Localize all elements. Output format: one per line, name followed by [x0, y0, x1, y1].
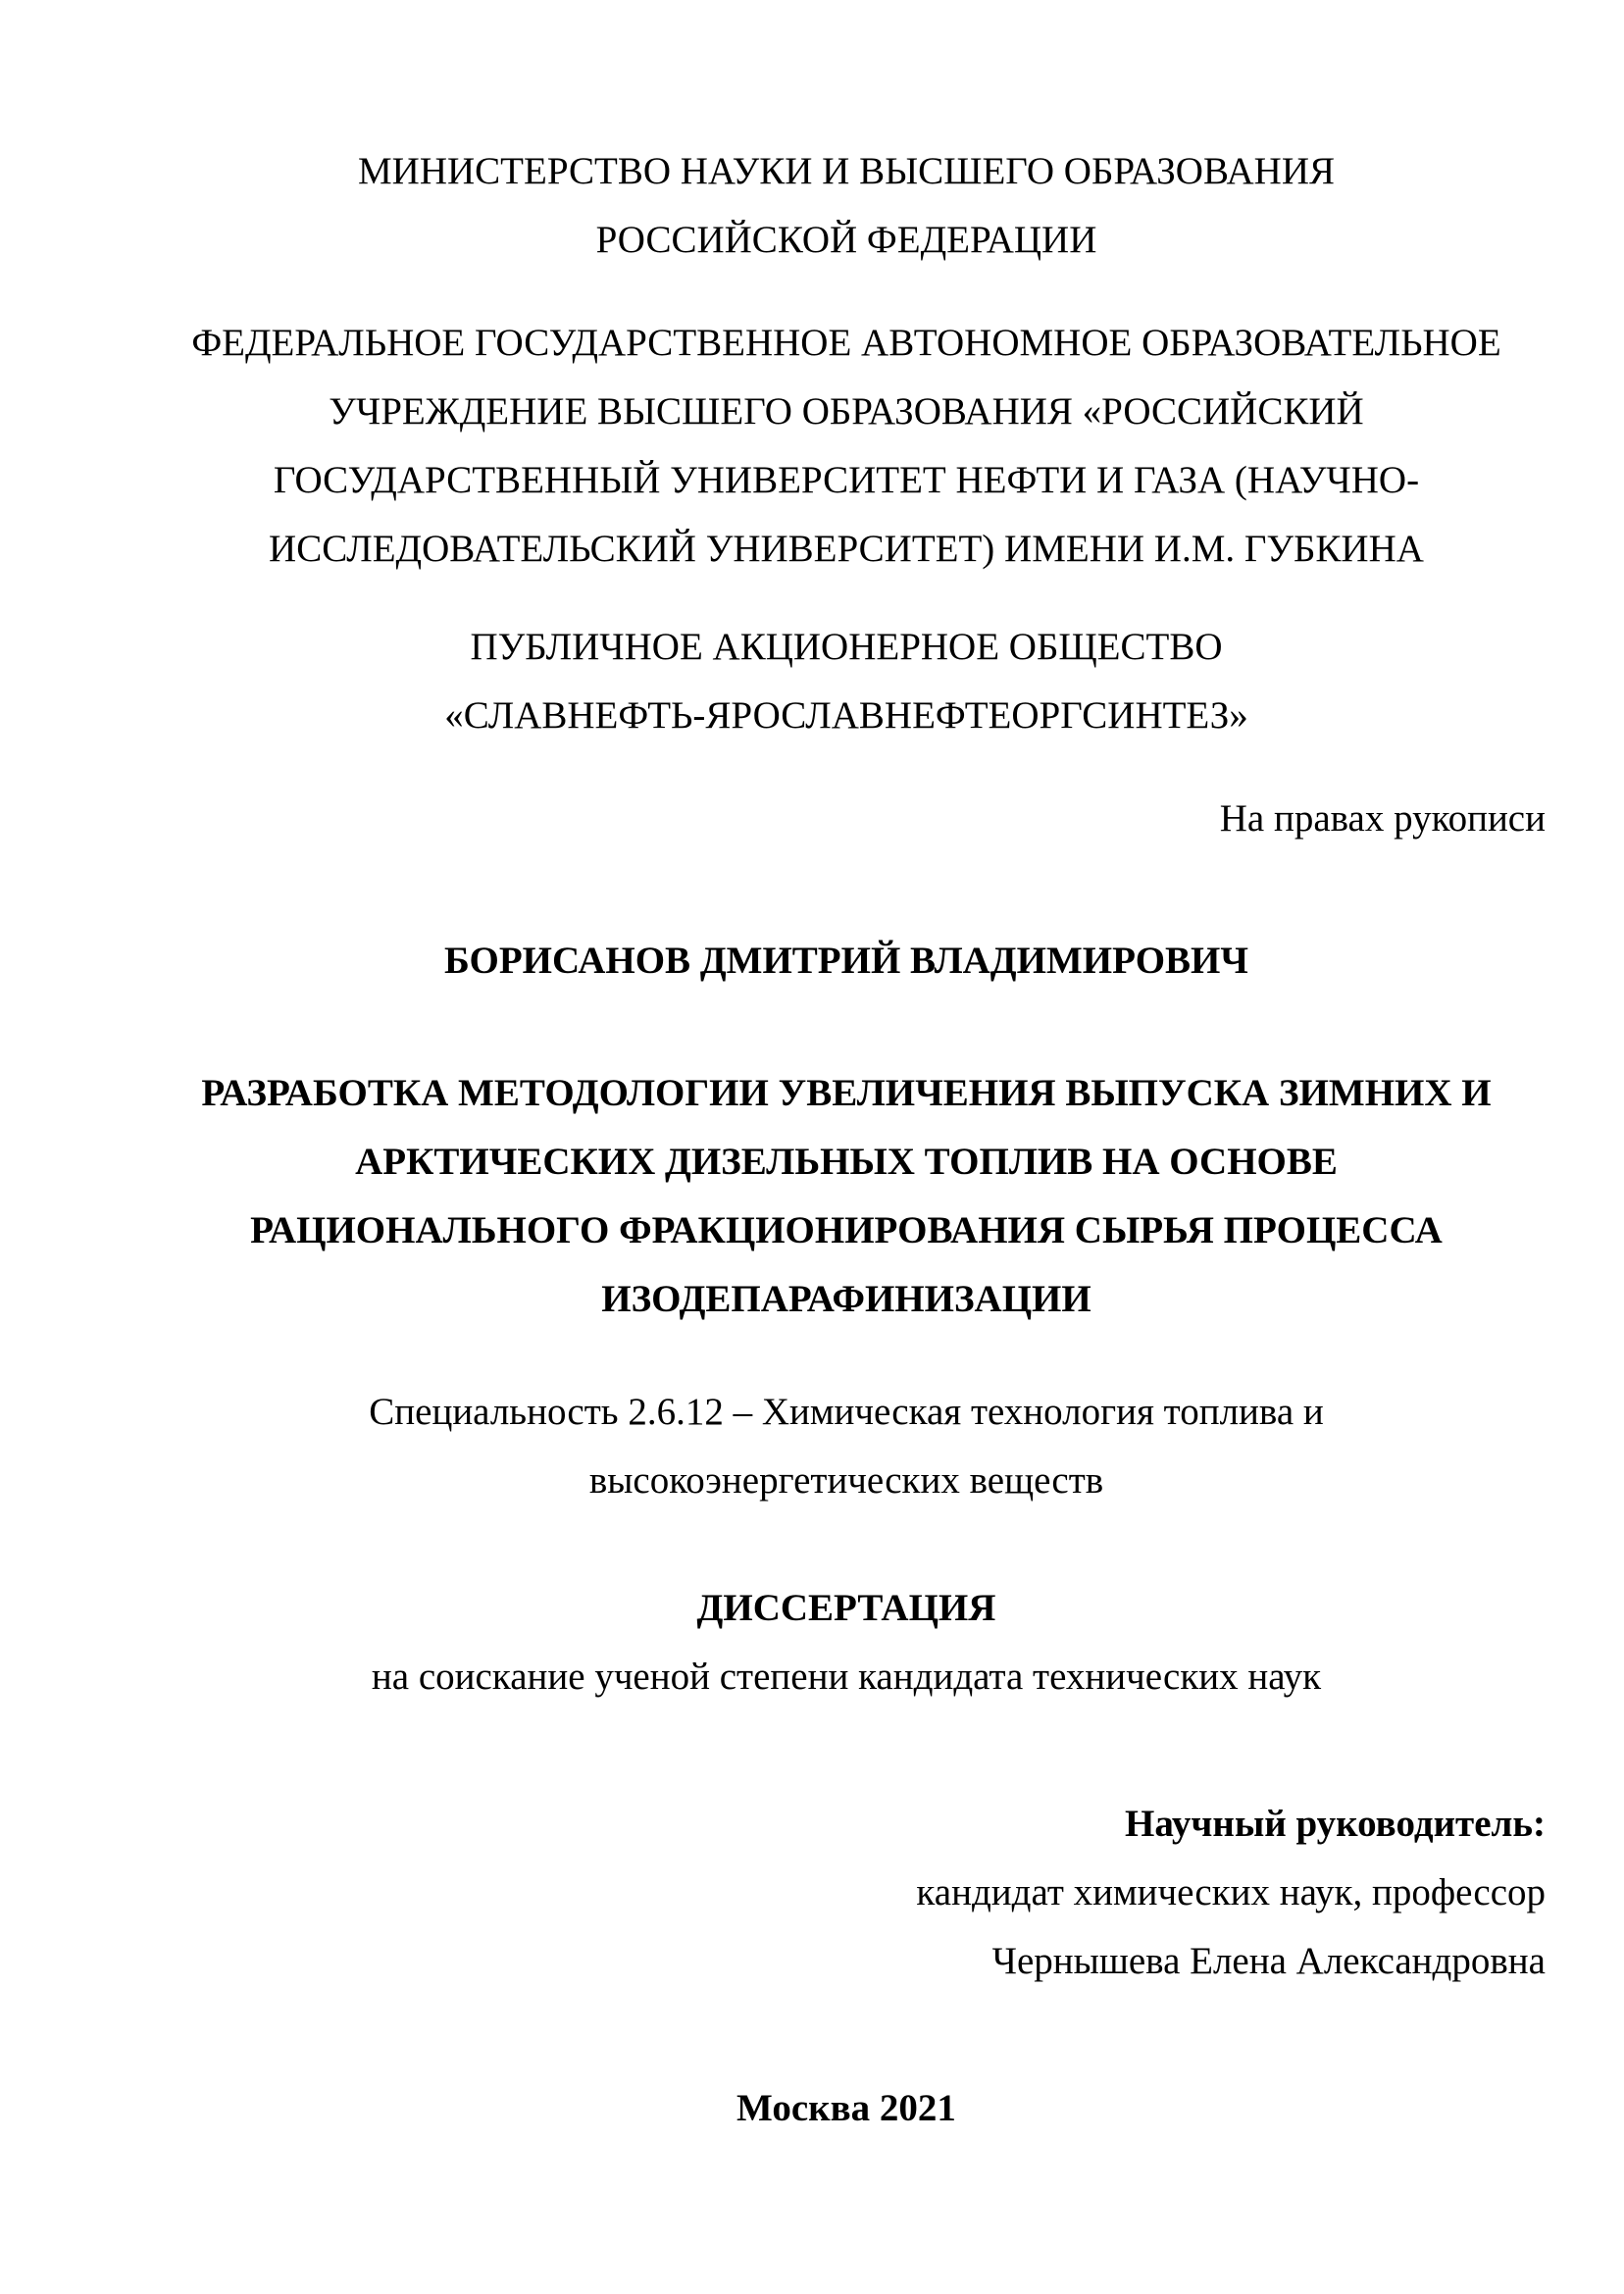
specialty-block	[147, 1378, 1546, 1515]
university-line: ГОСУДАРСТВЕННЫЙ УНИВЕРСИТЕТ НЕФТИ И ГАЗА (НАУЧНО-	[273, 459, 1420, 501]
dissertation-title-line: АРКТИЧЕСКИХ ДИЗЕЛЬНЫХ ТОПЛИВ НА ОСНОВЕ	[355, 1141, 1338, 1183]
dissertation-title-line: РАЦИОНАЛЬНОГО ФРАКЦИОНИРОВАНИЯ СЫРЬЯ ПРОЦЕССА	[250, 1209, 1443, 1251]
degree-line: на соискание ученой степени кандидата технических наук	[371, 1656, 1322, 1698]
dissertation-title-block	[147, 1059, 1546, 1334]
university-line: ФЕДЕРАЛЬНОЕ ГОСУДАРСТВЕННОЕ АВТОНОМНОЕ ОБРАЗОВАТЕЛЬНОЕ	[191, 322, 1501, 364]
degree-block	[147, 1643, 1546, 1711]
dissertation-title-line: РАЗРАБОТКА МЕТОДОЛОГИИ УВЕЛИЧЕНИЯ ВЫПУСКА ЗИМНИХ И	[201, 1072, 1492, 1114]
specialty-line: высокоэнергетических веществ	[588, 1459, 1104, 1502]
manuscript-note-block	[147, 785, 1546, 853]
ministry-block	[147, 137, 1546, 275]
organization-line: ПУБЛИЧНОЕ АКЦИОНЕРНОЕ ОБЩЕСТВО	[470, 626, 1223, 668]
specialty-line: Специальность 2.6.12 – Химическая технология топлива и	[369, 1391, 1324, 1433]
document-type-block	[147, 1574, 1546, 1643]
university-line: ИССЛЕДОВАТЕЛЬСКИЙ УНИВЕРСИТЕТ) ИМЕНИ И.М. ГУБКИНА	[269, 528, 1424, 570]
university-block	[147, 309, 1546, 584]
university-line: УЧРЕЖДЕНИЕ ВЫСШЕГО ОБРАЗОВАНИЯ «РОССИЙСКИЙ	[329, 390, 1364, 433]
organization-block	[147, 613, 1546, 750]
author-block	[147, 927, 1546, 995]
author-name: БОРИСАНОВ ДМИТРИЙ ВЛАДИМИРОВИЧ	[443, 940, 1249, 982]
supervisor-degree: кандидат химических наук, профессор	[916, 1871, 1546, 1913]
supervisor-heading: Научный руководитель:	[1125, 1803, 1546, 1845]
city-year: Москва 2021	[736, 2087, 956, 2129]
document-type-label: ДИССЕРТАЦИЯ	[696, 1587, 996, 1629]
manuscript-note: На правах рукописи	[1219, 797, 1546, 840]
ministry-line: РОССИЙСКОЙ ФЕДЕРАЦИИ	[595, 219, 1097, 261]
organization-line: «СЛАВНЕФТЬ-ЯРОСЛАВНЕФТЕОРГСИНТЕЗ»	[444, 694, 1248, 737]
supervisor-name: Чернышева Елена Александровна	[991, 1940, 1546, 1982]
city-year-block	[147, 2074, 1546, 2143]
supervisor-block	[147, 1790, 1546, 1996]
dissertation-title-line: ИЗОДЕПАРАФИНИЗАЦИИ	[601, 1278, 1091, 1320]
ministry-line: МИНИСТЕРСТВО НАУКИ И ВЫСШЕГО ОБРАЗОВАНИЯ	[357, 150, 1336, 192]
